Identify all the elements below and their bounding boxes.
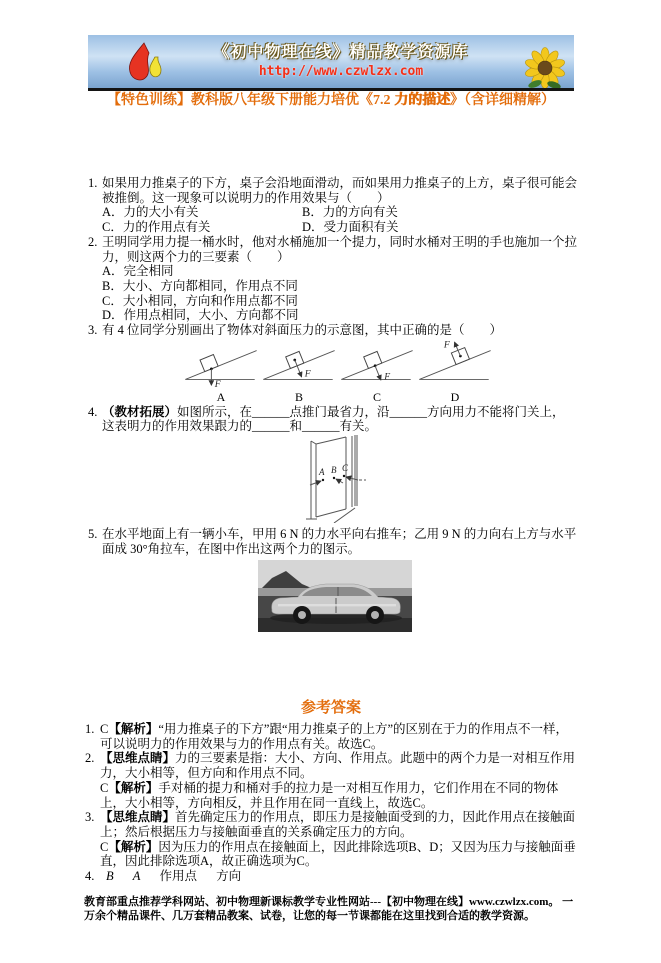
answer-3-tip: [100, 810, 577, 839]
answer-2-text: 手对桶的提力和桶对手的拉力是一对相互作用力，它们作用在不同的物体上，大小相等，方向相反，并且作用在同一直线上，故选C。: [100, 780, 559, 810]
question-5: [88, 527, 577, 632]
floor-line: [334, 508, 355, 523]
answer-3-text: 因为压力的作用点在接触面上，因此排除选项B、D；又因为压力与接触面垂直，因此排除选项A，故正确选项为C。: [100, 839, 576, 869]
answer-4-number: 4.: [85, 869, 95, 884]
incline-line: [185, 350, 256, 379]
answer-2-tip: [100, 751, 577, 780]
title-topic: 力的描述: [394, 93, 450, 108]
answer-3-solution: [100, 840, 577, 869]
door-arrow-b: [336, 479, 343, 483]
question-2-option-c: C．大小相同，方向和作用点都不同: [102, 293, 298, 308]
title-prefix: 【特色训练】教科版八年级下册能力培优《7.2: [107, 93, 394, 108]
answer-section: [85, 699, 577, 884]
answer-3-number: 3.: [85, 810, 95, 825]
answer-1-label: 【解析】: [108, 722, 159, 736]
diagram-caption-c: C: [372, 389, 381, 404]
question-4-lead: （教材拓展）: [102, 404, 178, 419]
incline-diagrams: [182, 339, 577, 404]
question-1-option-c: C．力的作用点有关: [102, 220, 211, 235]
question-1-option-d: D．受力面积有关: [302, 220, 399, 235]
incline-diagram-b: [260, 339, 338, 404]
incline-diagram-c: [338, 339, 416, 404]
site-banner: [88, 35, 574, 91]
car-highlight: [278, 604, 396, 606]
logo-yellow-flame: [150, 57, 161, 77]
door-diagram: [298, 435, 386, 527]
question-2: [88, 235, 577, 323]
document-title: [83, 92, 579, 111]
answer-2-number: 2.: [85, 751, 95, 766]
question-1: [88, 176, 577, 235]
question-2-option-d: D．作用点相同，大小、方向都不同: [102, 308, 299, 323]
site-logo-icon: [122, 40, 164, 89]
answer-4-blank-3: 作用点: [159, 869, 198, 884]
answer-heading: 参考答案: [300, 700, 361, 716]
answer-2-label: 【解析】: [108, 780, 159, 795]
answer-2-solution: [100, 781, 577, 810]
sunflower-icon: [522, 47, 568, 91]
banner-site-url[interactable]: http://www.czwlzx.com: [258, 64, 424, 79]
car-hub: [371, 611, 379, 619]
question-1-number: 1.: [88, 176, 98, 190]
answer-2-tip-label: 【思维点睛】: [100, 751, 176, 766]
answer-2: [85, 751, 577, 810]
banner-site-name: 《初中物理在线》精品教学资源库: [213, 44, 469, 61]
questions-section: [88, 176, 577, 632]
diagram-caption-d: D: [450, 389, 460, 404]
page-footer: 教育部重点推荐学科网站、初中物理新课标教学专业性网站---【初中物理在线】www.czwlzx.com。 一万余个精品课件、几万套精品教案、试卷，让您的每一节课都能在这里找到合适的教学资源。: [84, 896, 574, 922]
door-point-dot: [343, 475, 345, 477]
door-point-dot: [333, 477, 335, 479]
answer-1-text: “用力推桌子的下方”跟“用力推桌子的上方”的区别在于力的作用点不一样，可以说明力的作用效果与力的作用点有关。故选C。: [100, 722, 569, 751]
answer-3-label: 【解析】: [108, 839, 159, 854]
answer-3-tip-text: 首先确定压力的作用点，即压力是接触面受到的力，因此作用点在接触面上；然后根据压力与接触面垂直的关系确定压力的方向。: [100, 810, 576, 839]
force-label: F: [304, 368, 311, 380]
question-2-number: 2.: [88, 234, 98, 249]
block-shape: [200, 354, 218, 371]
banner-text-block: [178, 39, 504, 80]
question-1-option-b: B．力的方向有关: [302, 205, 398, 220]
force-label: F: [384, 371, 391, 383]
diagram-caption-a: A: [216, 389, 226, 404]
question-3: [88, 323, 577, 405]
answer-4-blank-2: A: [132, 869, 141, 884]
question-3-number: 3.: [88, 323, 98, 338]
incline-diagram-a: [182, 339, 260, 404]
diagram-caption-b: B: [294, 389, 303, 404]
question-3-text: 有 4 位同学分别画出了物体对斜面压力的示意图，其中正确的是（ ）: [102, 323, 503, 338]
title-suffix: 》（含详细精解）: [450, 93, 555, 108]
answer-4-blank-4: 方向: [216, 869, 242, 884]
car-photo: [258, 560, 412, 632]
incline-diagram-d: [416, 339, 494, 404]
answer-3: [85, 810, 577, 869]
door-point-label-a: A: [319, 467, 325, 478]
question-1-option-a: A．力的大小有关: [102, 205, 199, 220]
car-hub: [298, 611, 306, 619]
door-point-label-b: B: [331, 465, 337, 476]
question-4: [88, 405, 577, 527]
answer-1: [85, 722, 577, 751]
question-5-text: 在水平地面上有一辆小车，甲用 6 N 的力水平向右推车；乙用 9 N 的力向右上方与水平面成 30°角拉车，在图中作出这两个力的图示。: [102, 526, 577, 556]
question-5-number: 5.: [88, 526, 98, 541]
force-label: F: [443, 339, 450, 351]
answer-1-letter: C: [100, 722, 109, 736]
question-2-text: 王明同学用力提一桶水时，他对水桶施加一个提力，同时水桶对王明的手也施加一个拉力，则这两个力的三要素（ ）: [102, 234, 578, 264]
answer-2-tip-text: 力的三要素是指：大小、方向、作用点。此题中的两个力是一对相互作用力，大小相等，但方向和作用点不同。: [100, 751, 576, 781]
answer-4: [85, 869, 577, 884]
door-panel-bottom: [316, 509, 346, 517]
question-1-text: 如果用力推桌子的下方，桌子会沿地面滑动，而如果用力推桌子的上方，桌子很可能会被推倒。这一现象可以说明力的作用效果与（ ）: [102, 176, 578, 205]
force-label: F: [214, 378, 221, 390]
answer-3-tip-label: 【思维点睛】: [100, 810, 176, 825]
force-arrow: [375, 366, 381, 380]
logo-red-flame: [129, 43, 149, 80]
question-2-option-a: A．完全相同: [102, 264, 174, 279]
door-point-dot: [322, 479, 324, 481]
block-shape: [364, 351, 382, 368]
answer-3-letter: C: [100, 839, 109, 854]
question-4-text: 如图所示，在______点推门最省力，沿______方向用力不能将门关上，这表明力的作用效果跟力的______和______有关。: [102, 404, 565, 434]
answer-1-number: 1.: [85, 722, 95, 736]
question-2-option-b: B．大小、方向都相同，作用点不同: [102, 278, 298, 293]
door-panel-top: [316, 437, 346, 444]
answer-2-letter: C: [100, 780, 109, 795]
question-4-number: 4.: [88, 404, 98, 419]
door-point-label-c: C: [342, 463, 349, 474]
door-top-line: [311, 441, 316, 444]
answer-4-blank-1: B: [106, 869, 114, 884]
